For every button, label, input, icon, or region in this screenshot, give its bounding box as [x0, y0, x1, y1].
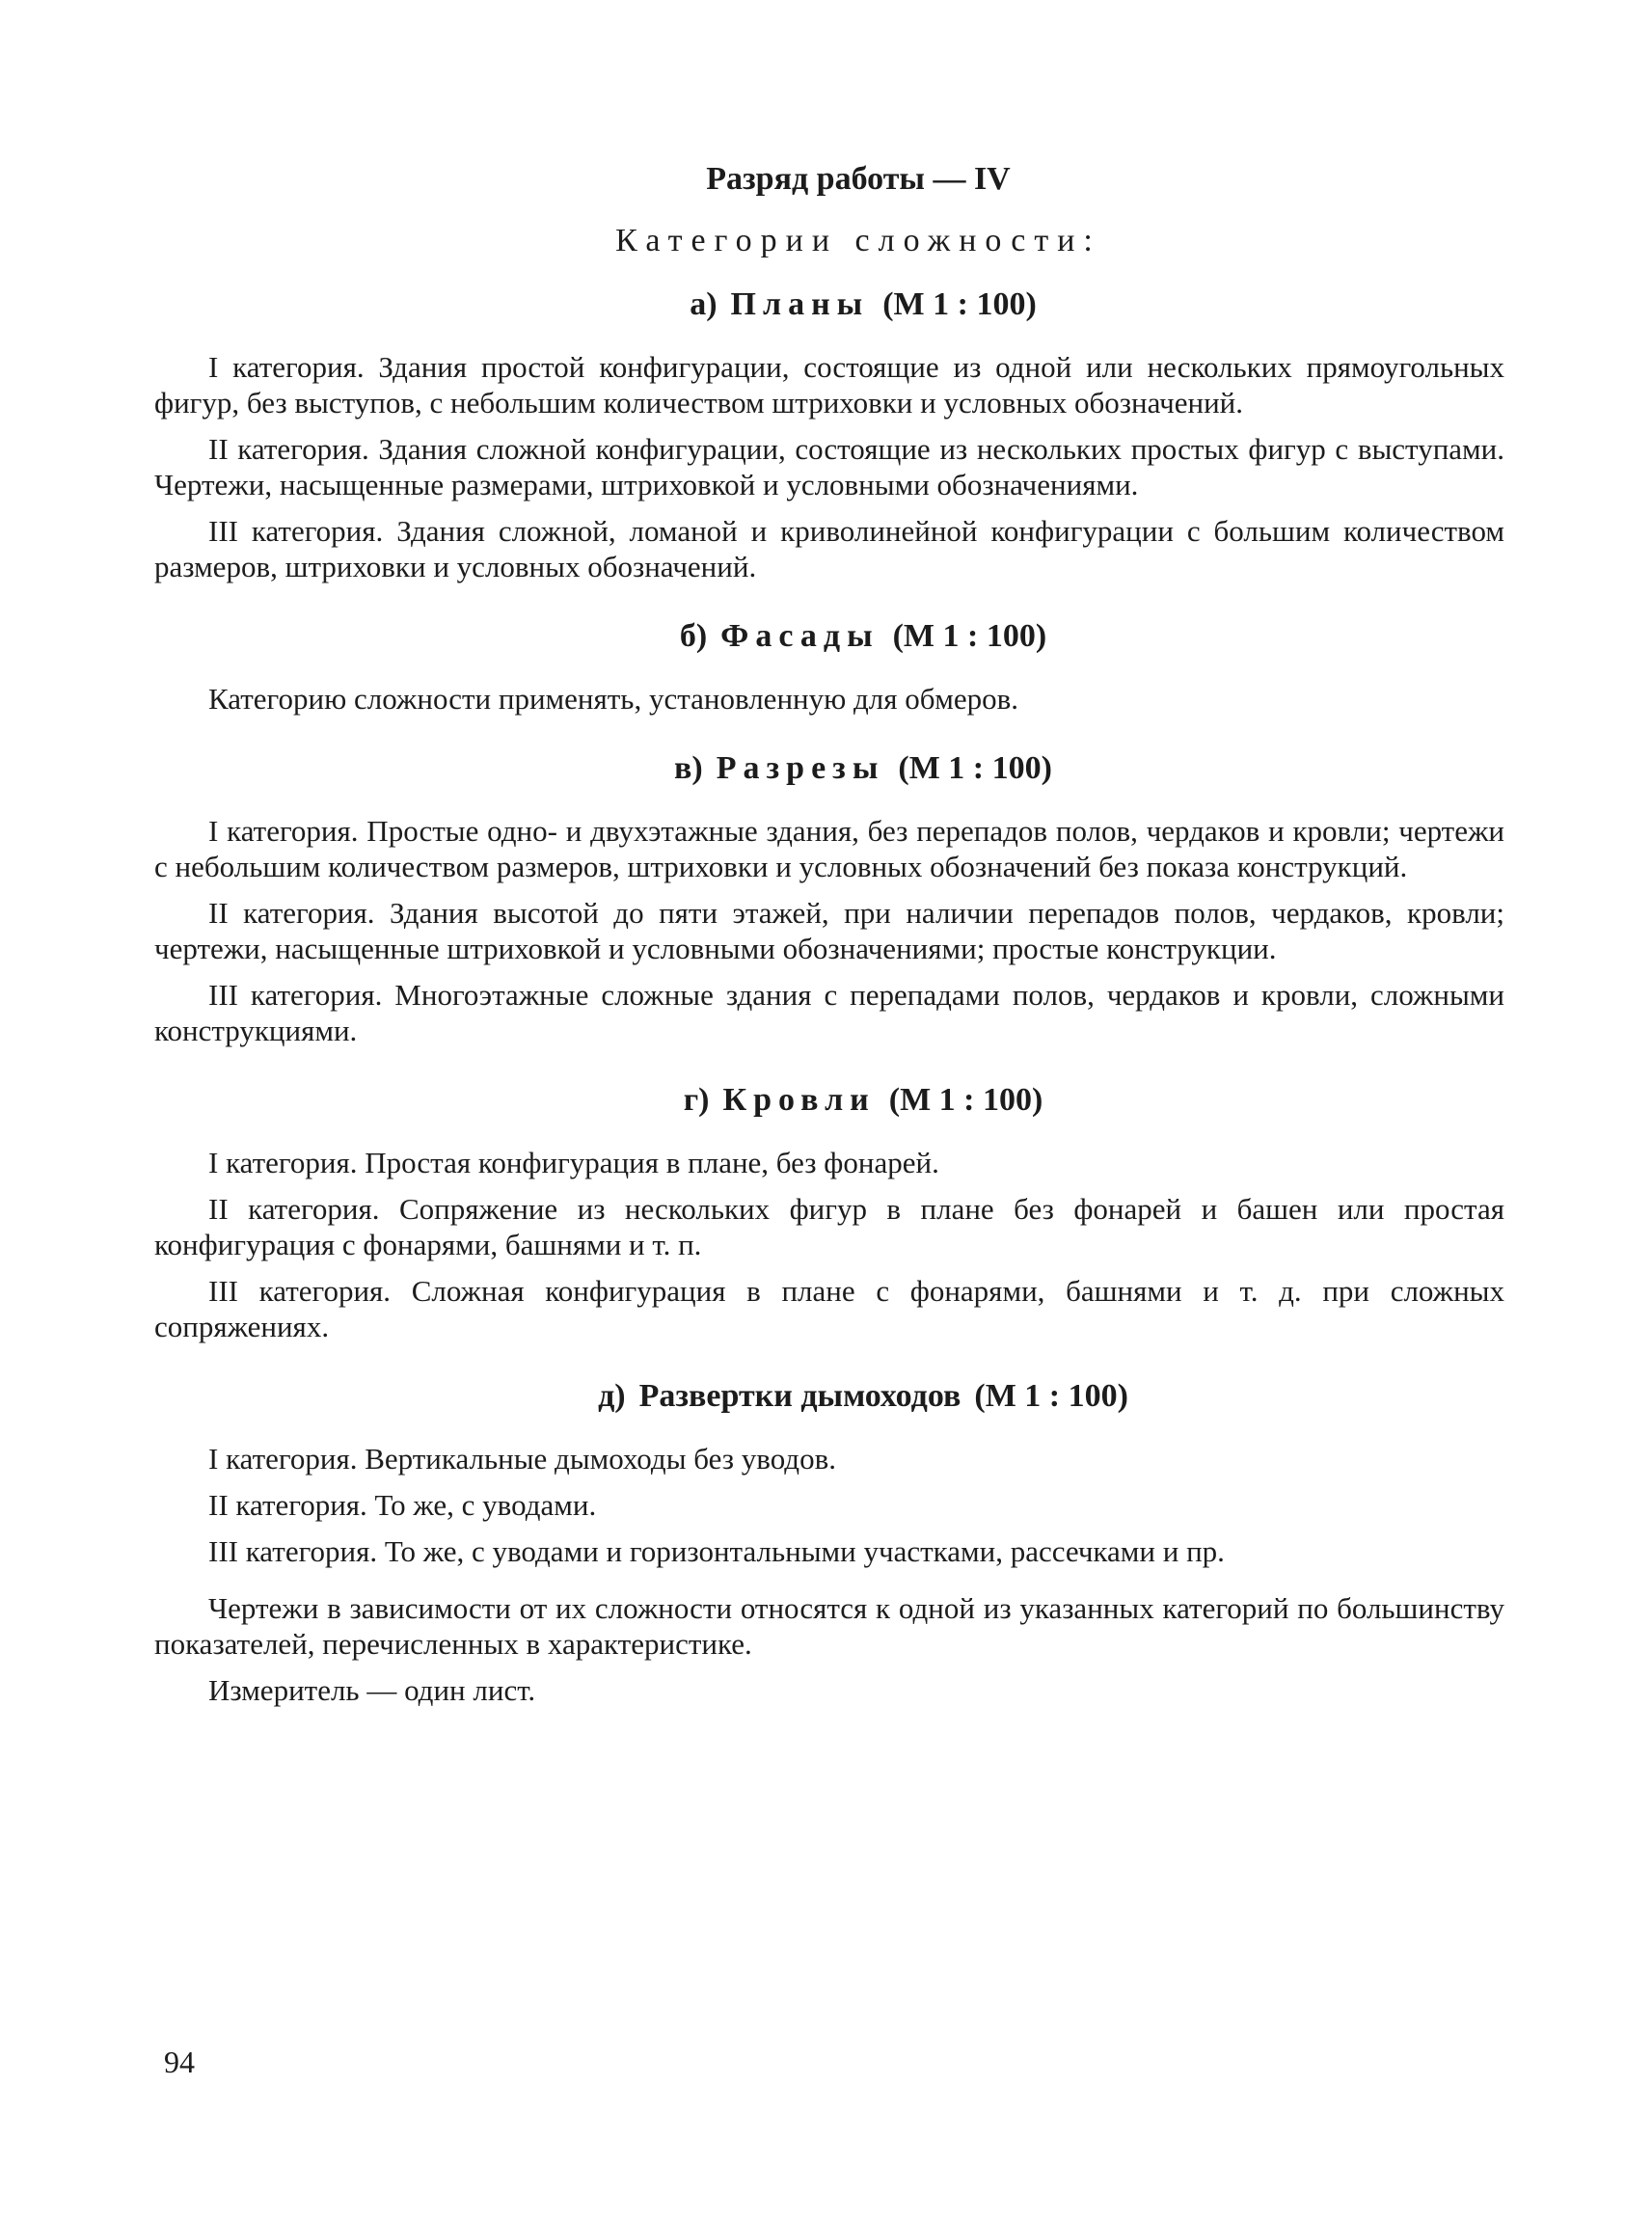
section-letter: б) — [679, 618, 708, 654]
page-number: 94 — [164, 2045, 195, 2079]
section-heading-facades — [154, 617, 1504, 656]
closing-paragraph: Чертежи в зависимости от их сложности относятся к одной из указанных категорий по большинству показателей, перечисленных в характеристике. — [154, 1591, 1504, 1661]
section-name: Кровли — [722, 1082, 876, 1118]
paragraph: III категория. Сложная конфигурация в плане с фонарями, башнями и т. д. при сложных сопряжениях. — [154, 1274, 1504, 1343]
paragraph: III категория. Многоэтажные сложные здания с перепадами полов, чердаков и кровли, сложными конструкциями. — [154, 978, 1504, 1047]
section-scale: (М 1 : 100) — [974, 1378, 1128, 1414]
section-scale: (М 1 : 100) — [882, 286, 1037, 322]
section-scale: (М 1 : 100) — [892, 618, 1047, 654]
closing-paragraph: Измеритель — один лист. — [208, 1673, 536, 1707]
section-heading-sections — [154, 749, 1504, 788]
section-name: Развертки дымоходов — [638, 1378, 961, 1414]
section-letter: в) — [674, 750, 703, 786]
section-letter: а) — [690, 286, 718, 322]
section-name: Фасады — [720, 618, 880, 654]
paragraph: I категория. Здания простой конфигурации, состоящие из одной или нескольких прямоугольных фигур, без выступов, с небольшим количеством штриховки и условных обозначений. — [154, 350, 1504, 420]
section-heading-chimneys — [154, 1377, 1504, 1416]
paragraph: II категория. Сопряжение из нескольких фигур в плане без фонарей и башен или простая конфигурация с фонарями, башнями и т. п. — [154, 1192, 1504, 1261]
section-letter: г) — [683, 1082, 710, 1118]
section-heading-plans — [154, 285, 1504, 324]
section-letter: д) — [598, 1378, 626, 1414]
paragraph: III категория. То же, с уводами и горизонтальными участками, рассечками и пр. — [208, 1534, 1225, 1568]
paragraph: I категория. Простая конфигурация в плане, без фонарей. — [208, 1146, 939, 1179]
paragraph: II категория. Здания сложной конфигурации, состоящие из нескольких простых фигур с выступами. Чертежи, насыщенные размерами, штриховкой и условными обозначениями. — [154, 432, 1504, 501]
paragraph: II категория. То же, с уводами. — [208, 1488, 597, 1522]
paragraph: I категория. Простые одно- и двухэтажные здания, без перепадов полов, чердаков и кровли; чертежи с небольшим количеством размеров, штриховки и условных обозначений без показа конструкций. — [154, 814, 1504, 883]
paragraph: III категория. Здания сложной, ломаной и криволинейной конфигурации с большим количеством размеров, штриховки и условных обозначений. — [154, 514, 1504, 583]
page-content — [154, 160, 1504, 1719]
section-heading-roofs — [154, 1081, 1504, 1120]
section-scale: (М 1 : 100) — [888, 1082, 1043, 1118]
section-name: Планы — [730, 286, 870, 322]
paragraph: II категория. Здания высотой до пяти этажей, при наличии перепадов полов, чердаков, кровли; чертежи, насыщенные штриховкой и условными обозначениями; простые конструкции. — [154, 896, 1504, 965]
page-subtitle: Категории сложности: — [615, 223, 1101, 258]
page-title: Разряд работы — IV — [706, 161, 1011, 197]
section-scale: (М 1 : 100) — [898, 750, 1052, 786]
paragraph: I категория. Вертикальные дымоходы без уводов. — [208, 1442, 836, 1476]
paragraph: Категорию сложности применять, установленную для обмеров. — [208, 682, 1019, 716]
section-name: Разрезы — [716, 750, 885, 786]
